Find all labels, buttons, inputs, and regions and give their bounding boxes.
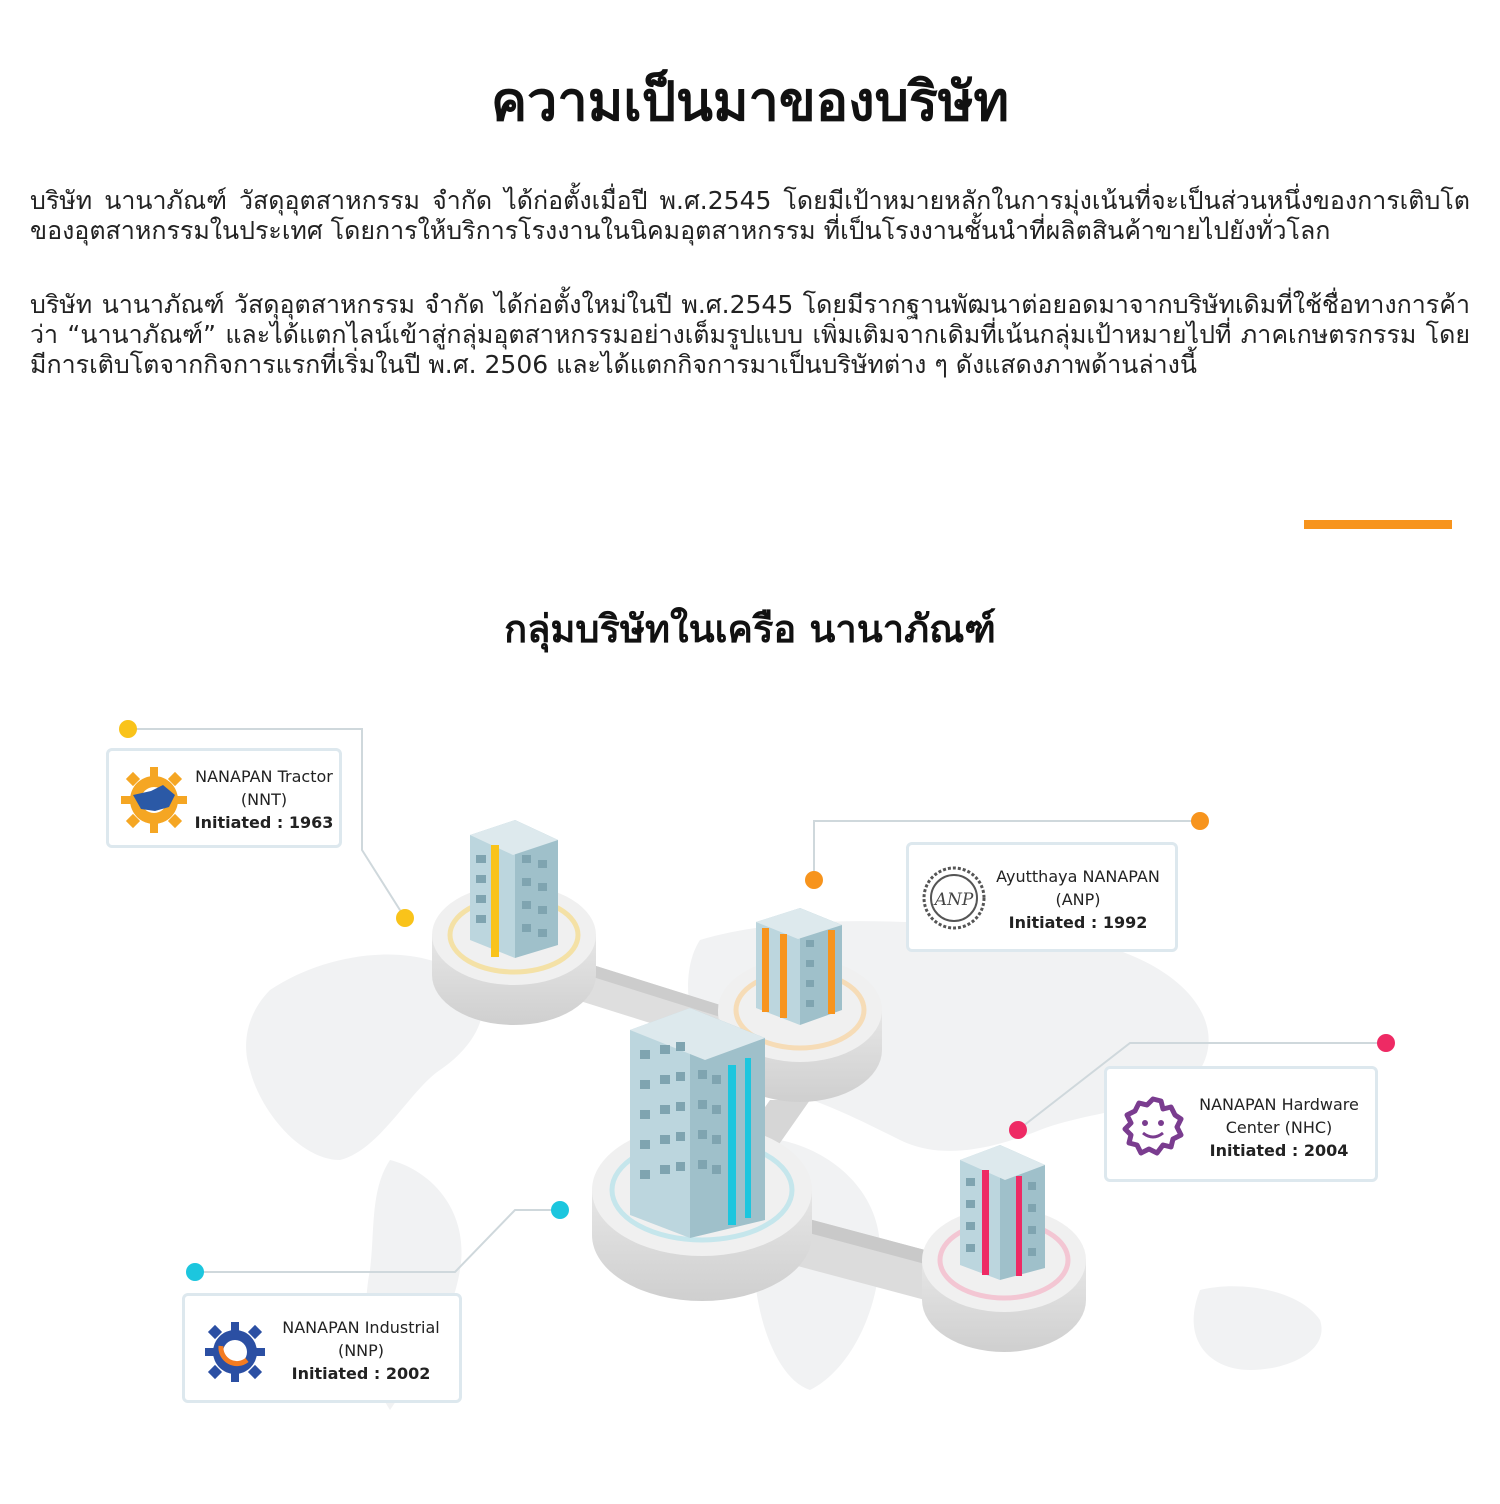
marker-dot-nnt-2: [396, 909, 414, 927]
intro-section: [30, 186, 1470, 402]
company-card-anp[interactable]: [906, 842, 1178, 952]
accent-divider: [1304, 520, 1452, 529]
hardware-gear-logo-icon: [1117, 1091, 1189, 1163]
building-nhc: [960, 1145, 1045, 1280]
marker-dot-anp-2: [805, 871, 823, 889]
company-code-anp: (ANP): [1055, 890, 1101, 909]
marker-dot-anp-1: [1191, 812, 1209, 830]
svg-text:ANP: ANP: [934, 890, 974, 910]
page-title: ความเป็นมาของบริษัท: [490, 70, 1010, 133]
company-since-nnp: Initiated : 2002: [291, 1364, 431, 1383]
anp-seal-logo-icon: [921, 865, 987, 931]
building-nnt: [470, 820, 558, 958]
industrial-gear-logo-icon: [199, 1316, 271, 1388]
tractor-gear-logo-icon: [119, 765, 189, 835]
company-card-nnp[interactable]: [182, 1293, 462, 1403]
company-name-nnp: NANAPAN Industrial: [282, 1318, 440, 1337]
company-network-diagram: [0, 690, 1500, 1500]
intro-paragraph-2: บริษัท นานาภัณฑ์ วัสดุอุตสาหกรรม จำกัด ได้ก่อตั้งใหม่ในปี พ.ศ.2545 โดยมีรากฐานพัฒนาต่อยอดมาจากบริษัทเดิมที่ใช้ชื่อทางการค้าว่า “นานาภัณฑ์” และได้แตกไลน์เข้าสู่กลุ่มอุตสาหกรรมอย่างเต็มรูปแบบ เพิ่มเติมจากเดิมที่เน้นกลุ่มเป้าหมายไปที่ ภาคเกษตรกรรม โดยมีการเติบโตจากกิจการแรกที่เริ่มในปี พ.ศ. 2506 และได้แตกกิจการมาเป็นบริษัทต่าง ๆ ดังแสดงภาพด้านล่างนี้: [30, 290, 1470, 379]
company-since-nnt: Initiated : 1963: [194, 813, 334, 832]
company-name-anp: Ayutthaya NANAPAN: [996, 867, 1160, 886]
marker-dot-nhc-2: [1009, 1121, 1027, 1139]
company-since-nhc: Initiated : 2004: [1209, 1141, 1349, 1160]
company-code-nhc: Center (NHC): [1225, 1118, 1333, 1137]
company-card-nnt[interactable]: [106, 748, 342, 848]
marker-dot-nnp-2: [551, 1201, 569, 1219]
company-code-nnp: (NNP): [337, 1341, 385, 1360]
company-name-nhc: NANAPAN Hardware: [1199, 1095, 1359, 1114]
marker-dot-nhc-1: [1377, 1034, 1395, 1052]
building-nnp: [630, 1008, 765, 1238]
building-anp: [756, 908, 842, 1025]
marker-dot-nnp-1: [186, 1263, 204, 1281]
marker-dot-nnt-1: [119, 720, 137, 738]
intro-paragraph-1: บริษัท นานาภัณฑ์ วัสดุอุตสาหกรรม จำกัด ได้ก่อตั้งเมื่อปี พ.ศ.2545 โดยมีเป้าหมายหลักในการมุ่งเน้นที่จะเป็นส่วนหนึ่งของการเติบโตของอุตสาหกรรมในประเทศ โดยการให้บริการโรงงานในนิคมอุตสาหกรรม ที่เป็นโรงงานชั้นนำที่ผลิตสินค้าขายไปยังทั่วโลก: [30, 186, 1470, 245]
group-title: กลุ่มบริษัทในเครือ นานาภัณฑ์: [504, 607, 996, 651]
company-code-nnt: (NNT): [240, 790, 288, 809]
company-since-anp: Initiated : 1992: [1008, 913, 1148, 932]
company-card-nhc[interactable]: [1104, 1066, 1378, 1182]
company-name-nnt: NANAPAN Tractor: [195, 767, 333, 786]
